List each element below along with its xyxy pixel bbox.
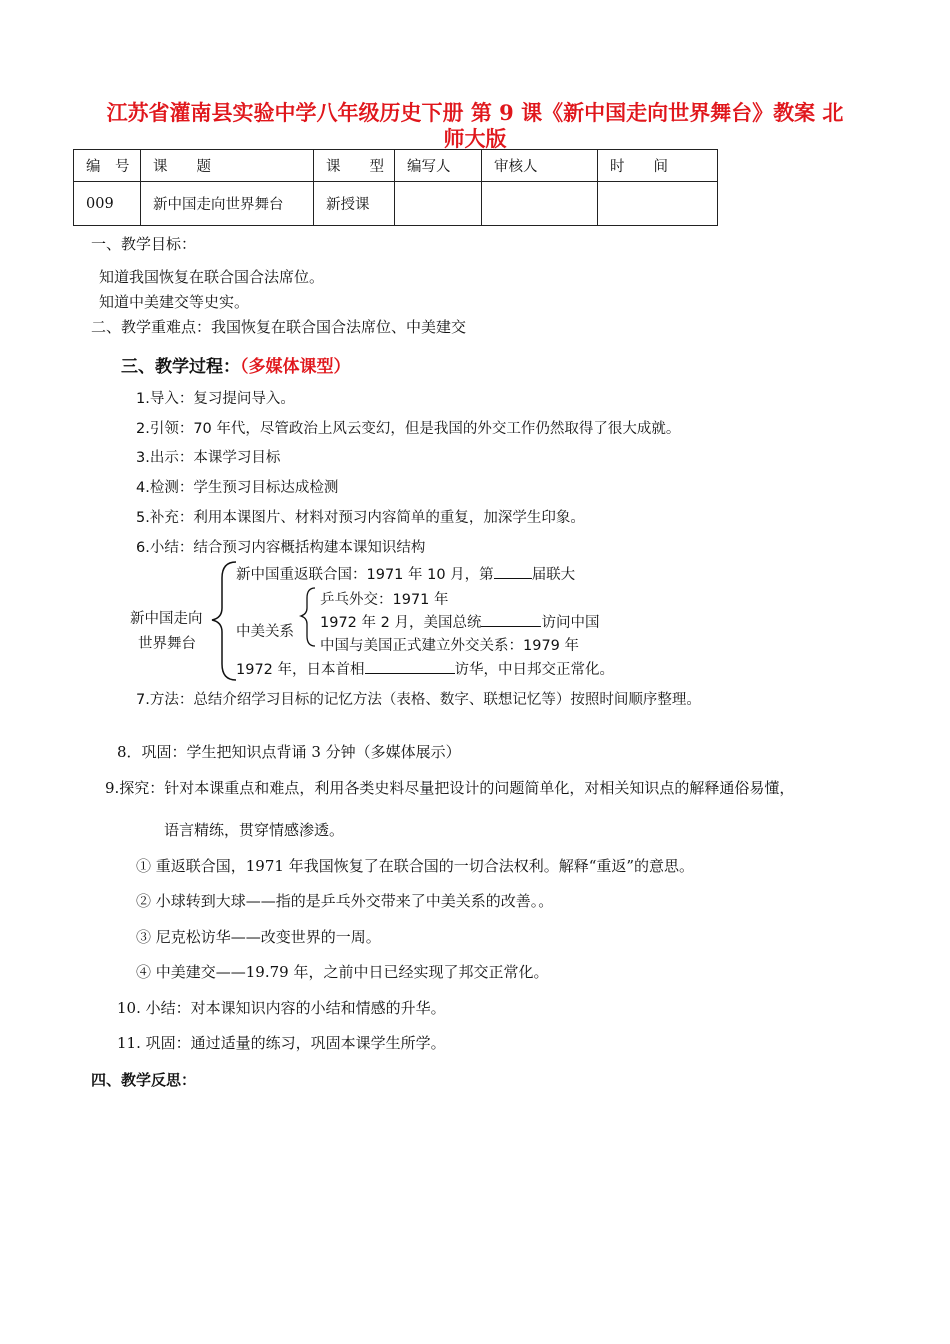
step-3: 3.出示：本课学习目标 (136, 450, 281, 466)
header-cell-time: 时 间 (598, 150, 718, 182)
inner-brace (301, 588, 315, 646)
step-7: 7.方法：总结介绍学习目标的记忆方法（表格、数字、联想记忆等）按照时间顺序整理。 (136, 692, 701, 708)
header-cell-type: 课 型 (314, 150, 395, 182)
header-cell-number: 编 号 (74, 150, 141, 182)
header-cell-author: 编写人 (395, 150, 482, 182)
structure-branch-japan (236, 658, 614, 679)
content-item-3: ③ 尼克松访华——改变世界的一周。 (136, 928, 381, 946)
paragraph-10: 10. 小结：对本课知识内容的小结和情感的升华。 (117, 999, 446, 1017)
step-2: 2.引领：70 年代，尽管政治上风云变幻，但是我国的外交工作仍然取得了很大成就。 (136, 421, 681, 437)
outer-brace (212, 562, 236, 680)
branch-japan-after: 访华，中日邦交正常化。 (454, 662, 615, 678)
paragraph-11: 11. 巩固：通过适量的练习，巩固本课学生所学。 (117, 1034, 446, 1052)
step-6: 6.小结：结合预习内容概括构建本课知识结构 (136, 540, 426, 556)
section3-heading (121, 352, 351, 377)
section3-heading-note: （多媒体课型） (240, 357, 351, 377)
info-table (73, 149, 718, 226)
structure-sino-us-item-1: 乒乓外交：1971 年 (320, 592, 449, 608)
step-5: 5.补充：利用本课图片、材料对预习内容简单的重复，加深学生印象。 (136, 510, 585, 526)
value-cell-topic: 新中国走向世界舞台 (141, 182, 314, 226)
info-table-header-row (74, 150, 718, 182)
header-cell-topic: 课 题 (141, 150, 314, 182)
section1-item-1: 知道我国恢复在联合国合法席位。 (99, 268, 325, 286)
content-item-1: ① 重返联合国，1971 年我国恢复了在联合国的一切合法权利。解释“重返”的意思。 (136, 857, 695, 875)
branch-un-after: 届联大 (531, 567, 576, 583)
paragraph-9-continued: 语言精练，贯穿情感渗透。 (164, 821, 345, 839)
step-1: 1.导入：复习提问导入。 (136, 391, 295, 407)
section1-heading: 一、教学目标： (91, 235, 197, 253)
section2-text: 二、教学重难点：我国恢复在联合国合法席位、中美建交 (91, 318, 467, 336)
section3-heading-text: 三、教学过程： (121, 357, 240, 377)
page-title-line1: 江苏省灌南县实验中学八年级历史下册 第 9 课《新中国走向世界舞台》教案 北 (106, 100, 844, 125)
step-4: 4.检测：学生预习目标达成检测 (136, 480, 339, 496)
header-cell-reviewer: 审核人 (482, 150, 598, 182)
sino-us-item-2-after: 访问中国 (541, 615, 600, 631)
paragraph-8: 8．巩固：学生把知识点背诵 3 分钟（多媒体展示） (117, 743, 461, 761)
sino-us-item-2-before: 1972 年 2 月，美国总统 (320, 615, 482, 631)
structure-root-line1: 新中国走向 (130, 611, 203, 627)
structure-branch-sino-us-label: 中美关系 (236, 624, 294, 640)
content-item-2: ② 小球转到大球——指的是乒乓外交带来了中美关系的改善。。 (136, 892, 554, 910)
blank-line (481, 612, 541, 627)
section4-heading: 四、教学反思： (91, 1071, 197, 1089)
structure-branch-un (236, 563, 575, 584)
page-title-line2: 师大版 (443, 126, 507, 151)
blank-line (365, 659, 455, 674)
value-cell-author (395, 182, 482, 226)
branch-japan-before: 1972 年，日本首相 (236, 662, 365, 678)
value-cell-type: 新授课 (314, 182, 395, 226)
branch-un-before: 新中国重返联合国：1971 年 10 月，第 (236, 567, 494, 583)
info-table-value-row (74, 182, 718, 226)
structure-root-line2: 世界舞台 (138, 636, 196, 652)
value-cell-number: 009 (74, 182, 141, 226)
value-cell-reviewer (482, 182, 598, 226)
blank-line (494, 564, 532, 579)
structure-sino-us-item-3: 中国与美国正式建立外交关系：1979 年 (320, 638, 580, 654)
structure-sino-us-item-2 (320, 611, 599, 632)
content-item-4: ④ 中美建交——19.79 年，之前中日已经实现了邦交正常化。 (136, 963, 549, 981)
section1-item-2: 知道中美建交等史实。 (99, 293, 250, 311)
paragraph-9: 9.探究：针对本课重点和难点，利用各类史料尽量把设计的问题简单化，对相关知识点的解释通俗易懂， (105, 779, 795, 797)
value-cell-time (598, 182, 718, 226)
